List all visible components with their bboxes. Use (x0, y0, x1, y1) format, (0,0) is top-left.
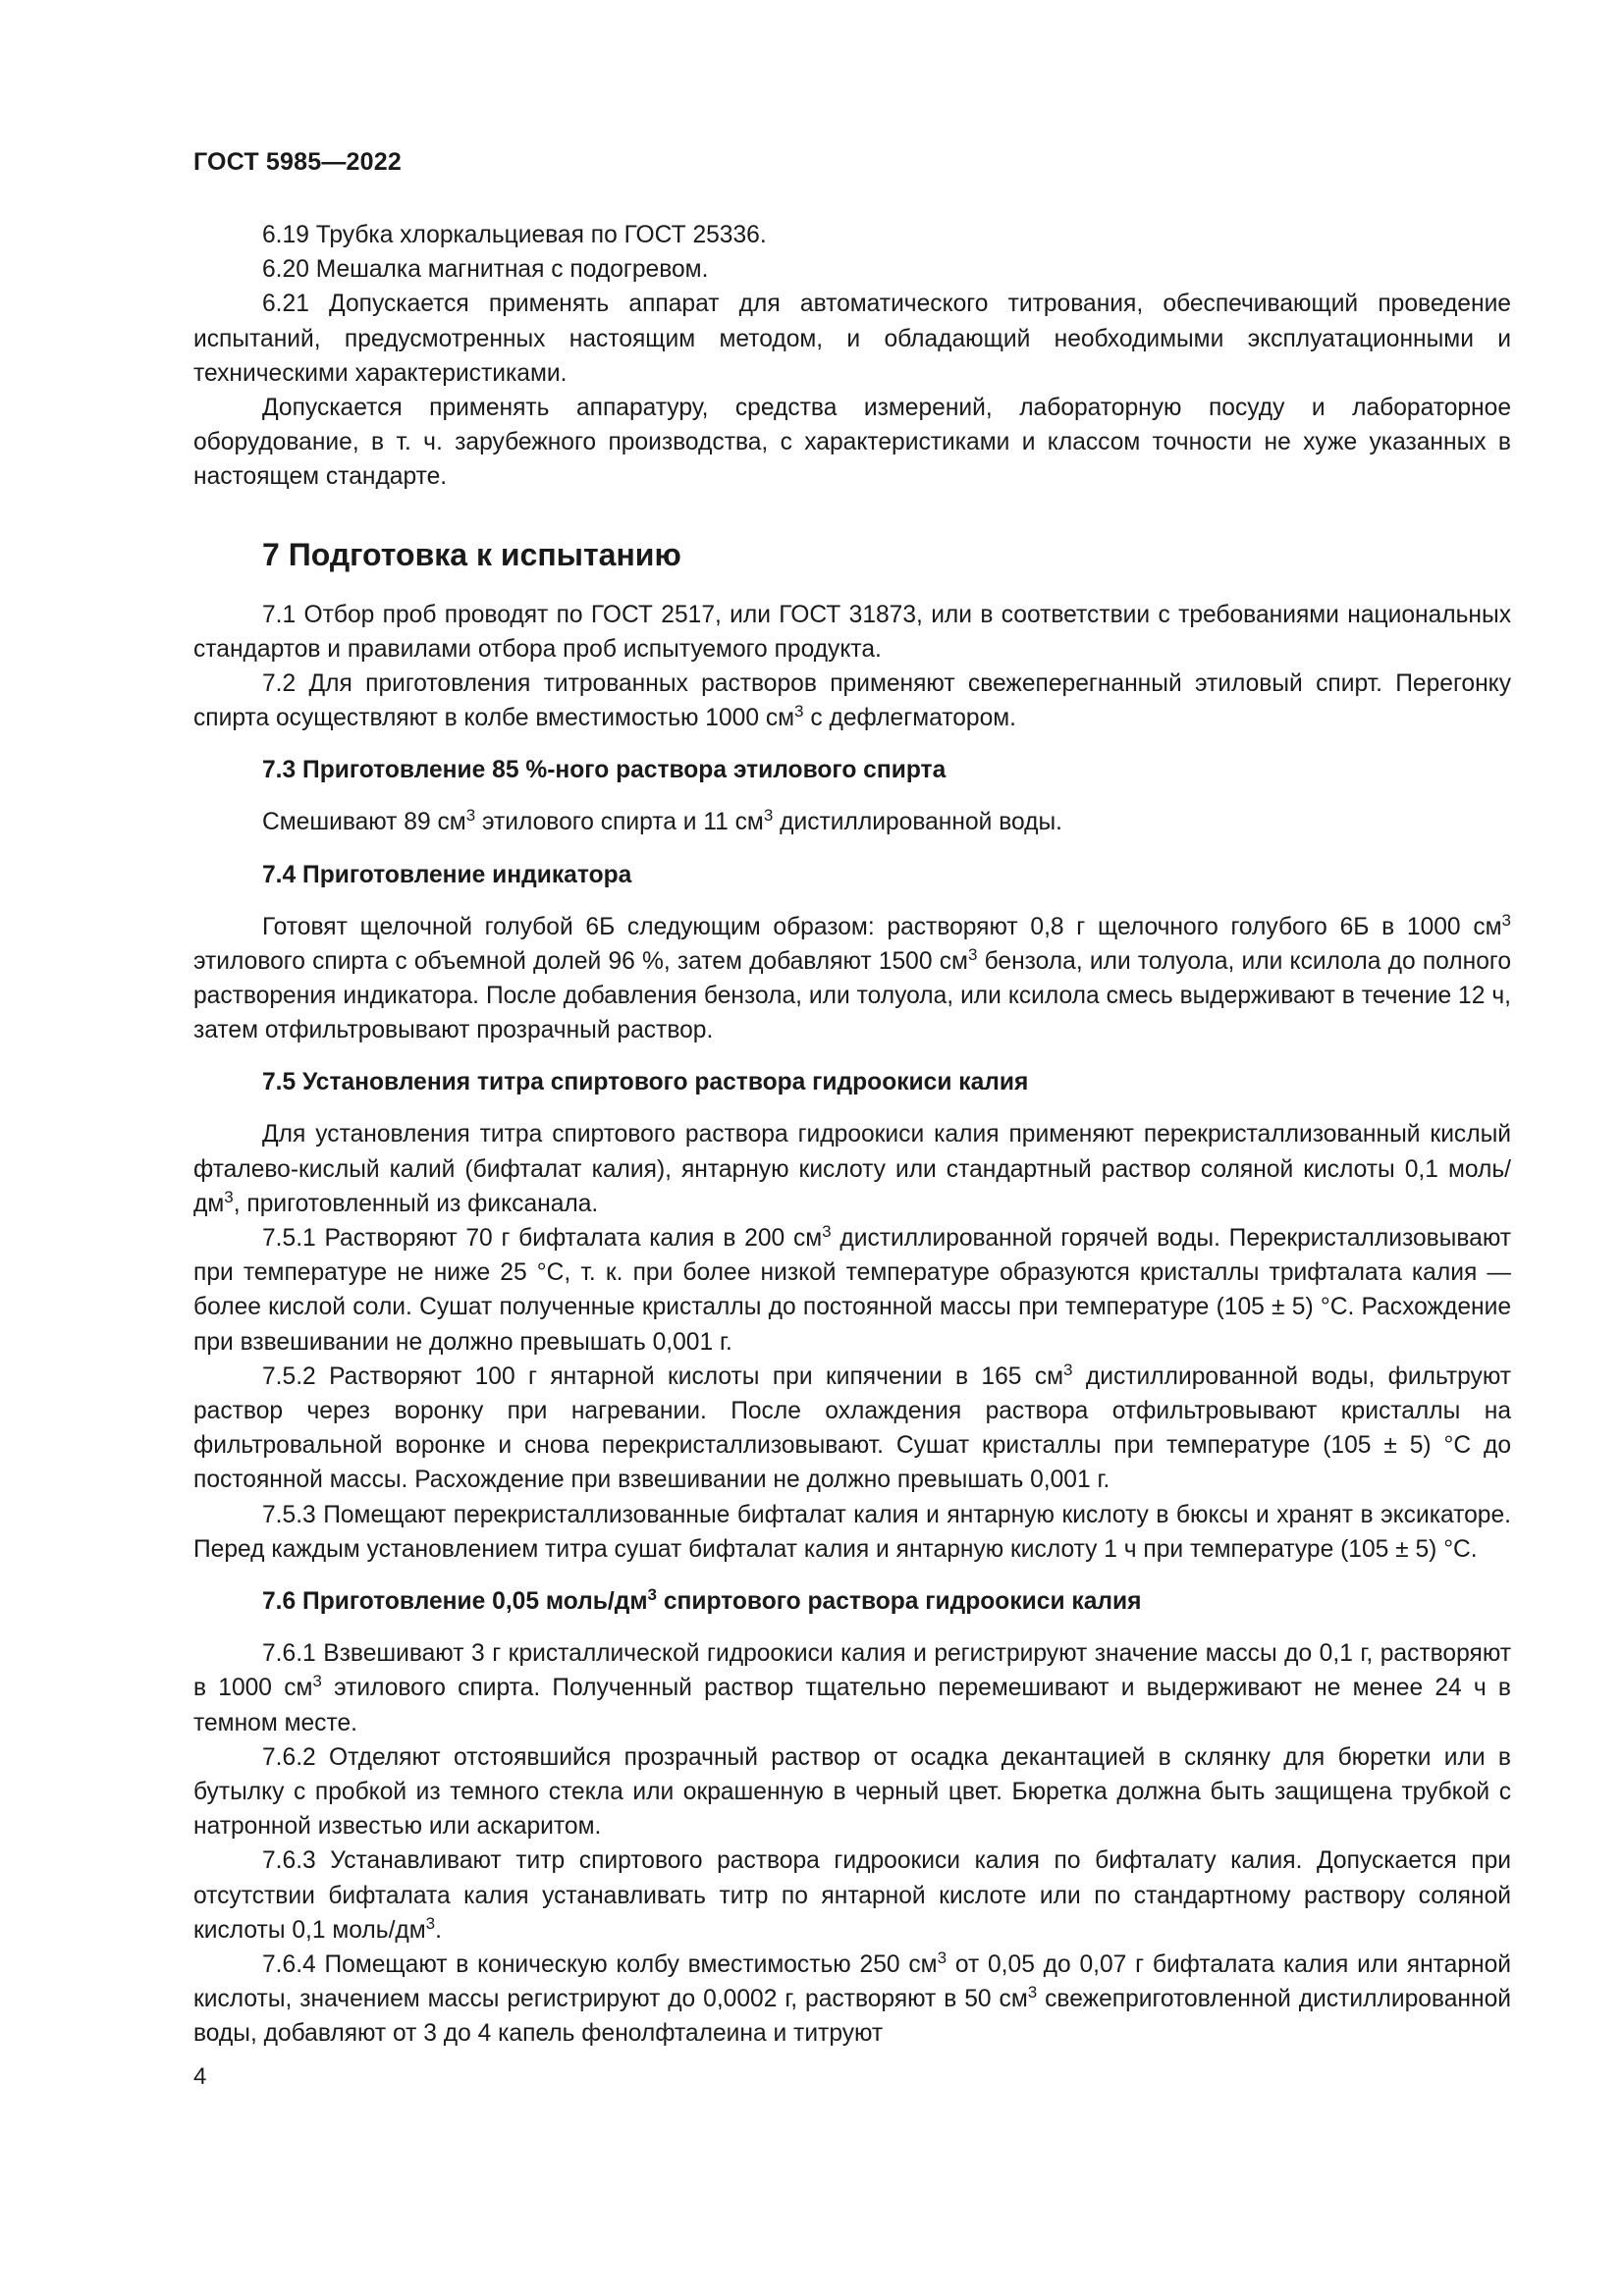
superscript-3: 3 (647, 1585, 657, 1605)
subheading-7-5: 7.5 Установления титра спиртового раствора гидроокиси калия (262, 1069, 1029, 1096)
page-number: 4 (193, 2063, 207, 2090)
superscript-3: 3 (425, 1913, 436, 1933)
paragraph-7-5-1-text-b: дистиллированной горячей воды. Перекристаллизовывают при температуре не ниже 25 °С, т. к. при более низкой температуре образуются кристаллы трифталата калия — более кислой соли. Сушат полученные кристаллы до постоянной массы при температуре (105 ± 5) °С. Расхождение при взвешивании не должно превышать 0,001 г. (193, 1225, 1511, 1356)
paragraph-7-5-3: 7.5.3 Помещают перекристаллизованные бифталат калия и янтарную кислоту в бюксы и хранят в эксикаторе. Перед каждым установлением титра сушат бифталат калия и янтарную кислоту 1 ч при температуре (105 ± 5) °С. (193, 1501, 1511, 1563)
superscript-3: 3 (763, 806, 774, 826)
paragraph-7-6-4-text-b: от 0,05 до 0,07 г бифталата калия или янтарной кислоты, значением массы регистрируют до 0,0002 г, растворяют в 50 см (193, 1950, 1512, 2013)
paragraph-7-5 (193, 1117, 1511, 1221)
superscript-3: 3 (794, 702, 804, 721)
paragraph-7-5-2-text-b: дистиллированной воды, фильтруют раствор через воронку при нагревании. После охлаждения раствора отфильтровывают кристаллы на фильтровальной воронке и снова перекристаллизовывают. Сушат кристаллы при температуре (105 ± 5) °С до постоянной массы. Расхождение при взвешивании не должно превышать 0,001 г. (193, 1362, 1511, 1494)
paragraph-7-5-text-a: Для установления титра спиртового раствора гидроокиси калия применяют перекристаллизованный кислый фталево-кислый калий (бифталат калия), янтарную кислоту или стандартный раствор соляной кислоты 0,1 моль/дм (193, 1121, 1511, 1217)
subheading-7-3: 7.3 Приготовление 85 %-ного раствора этилового спирта (262, 757, 947, 784)
document-body (193, 218, 1511, 2052)
paragraph-7-5-text-b: , приготовленный из фиксанала. (233, 1190, 599, 1217)
paragraph-7-6-4 (193, 1948, 1511, 2052)
paragraph-7-6-3-text-b: . (435, 1916, 442, 1944)
superscript-3: 3 (1027, 1983, 1038, 2002)
superscript-3: 3 (1501, 910, 1511, 930)
paragraph-7-4-text-c: бензола, или толуола, или ксилола до полного растворения индикатора. После добавления бензола, или толуола, или ксилола смесь выдерживают в течение 12 ч, затем отфильтровывают прозрачный раствор. (193, 947, 1511, 1044)
paragraph-7-6-4-text-c: свежеприготовленной дистиллированной воды, добавляют от 3 до 4 капель фенолфталеина и титруют (193, 1986, 1511, 2048)
paragraph-7-2 (193, 667, 1511, 735)
superscript-3: 3 (465, 806, 476, 826)
paragraph-7-6-4-text-a: 7.6.4 Помещают в коническую колбу вместимостью 250 см (262, 1950, 938, 1978)
superscript-3: 3 (967, 944, 978, 964)
paragraph-6-19: 6.19 Трубка хлоркальциевая по ГОСТ 25336. (262, 222, 767, 248)
paragraph-7-2-text-a: 7.2 Для приготовления титрованных растворов применяют свежеперегнанный этиловый спирт. Перегонку спирта осуществляют в колбе вместимостью 1000 см (193, 670, 1511, 732)
paragraph-7-6-3-text-a: 7.6.3 Устанавливают титр спиртового раствора гидроокиси калия по бифталату калия. Допускается при отсутствии бифталата калия устанавливать титр по янтарной кислоте или по стандартному раствору соляной кислоты 0,1 моль/дм (193, 1847, 1511, 1944)
paragraph-7-6-3 (193, 1843, 1511, 1948)
paragraph-7-3-text-c: дистиллированной воды. (773, 809, 1062, 836)
paragraph-7-4 (193, 910, 1511, 1048)
paragraph-7-3-text-a: Смешивают 89 см (262, 809, 466, 836)
paragraph-7-6-1 (193, 1636, 1511, 1740)
paragraph-7-5-2 (193, 1360, 1511, 1498)
subheading-7-6-text-b: спиртового раствора гидроокиси калия (657, 1588, 1142, 1616)
paragraph-7-6-2: 7.6.2 Отделяют отстоявшийся прозрачный раствор от осадка декантацией в склянку для бюретки или в бутылку с пробкой из темного стекла или окрашенную в черный цвет. Бюретка должна быть защищена трубкой с натронной известью или аскаритом. (193, 1743, 1511, 1841)
subheading-7-6-text-a: 7.6 Приготовление 0,05 моль/дм (262, 1588, 648, 1616)
paragraph-7-4-text-b: этилового спирта с объемной долей 96 %, затем добавляют 1500 см (193, 947, 968, 975)
superscript-3: 3 (1063, 1360, 1073, 1379)
paragraph-7-6-1-text-b: этилового спирта. Полученный раствор тщательно перемешивают и выдерживают не менее 24 ч в темном месте. (193, 1675, 1512, 1736)
paragraph-7-5-1-text-a: 7.5.1 Растворяют 70 г бифталата калия в 200 см (262, 1225, 823, 1253)
document-code-header: ГОСТ 5985—2022 (193, 148, 402, 176)
superscript-3: 3 (312, 1672, 322, 1691)
paragraph-6-21: 6.21 Допускается применять аппарат для автоматического титрования, обеспечивающий проведение испытаний, предусмотренных настоящим методом, и обладающий необходимыми эксплуатационными и техническими характеристиками. (193, 291, 1511, 387)
paragraph-7-6-1-text-a: 7.6.1 Взвешивают 3 г кристаллической гидроокиси калия и регистрируют значение массы до 0,1 г, растворяют в 1000 см (193, 1640, 1511, 1702)
paragraph-6-21-addendum: Допускается применять аппаратуру, средства измерений, лабораторную посуду и лабораторное оборудование, в т. ч. зарубежного производства, с характеристиками и классом точности не хуже указанных в настоящем стандарте. (193, 395, 1511, 491)
subheading-7-4: 7.4 Приготовление индикатора (262, 861, 632, 888)
paragraph-7-3-text-b: этилового спирта и 11 см (475, 809, 764, 836)
paragraph-7-2-text-b: с дефлегматором. (803, 705, 1017, 732)
superscript-3: 3 (937, 1948, 947, 1967)
paragraph-7-4-text-a: Готовят щелочной голубой 6Б следующим образом: растворяют 0,8 г щелочного голубого 6Б в 1000 см (262, 913, 1502, 940)
paragraph-6-20: 6.20 Мешалка магнитная с подогревом. (262, 256, 709, 284)
subheading-7-6 (193, 1584, 1511, 1619)
paragraph-7-5-2-text-a: 7.5.2 Растворяют 100 г янтарной кислоты при кипячении в 165 см (262, 1362, 1064, 1390)
section-7-heading: 7 Подготовка к испытанию (262, 536, 681, 572)
paragraph-7-3 (193, 805, 1511, 839)
superscript-3: 3 (822, 1222, 832, 1242)
paragraph-7-5-1 (193, 1221, 1511, 1360)
paragraph-7-1: 7.1 Отбор проб проводят по ГОСТ 2517, или ГОСТ 31873, или в соответствии с требованиями национальных стандартов и правилами отбора проб испытуемого продукта. (193, 601, 1511, 663)
superscript-3: 3 (224, 1187, 234, 1206)
